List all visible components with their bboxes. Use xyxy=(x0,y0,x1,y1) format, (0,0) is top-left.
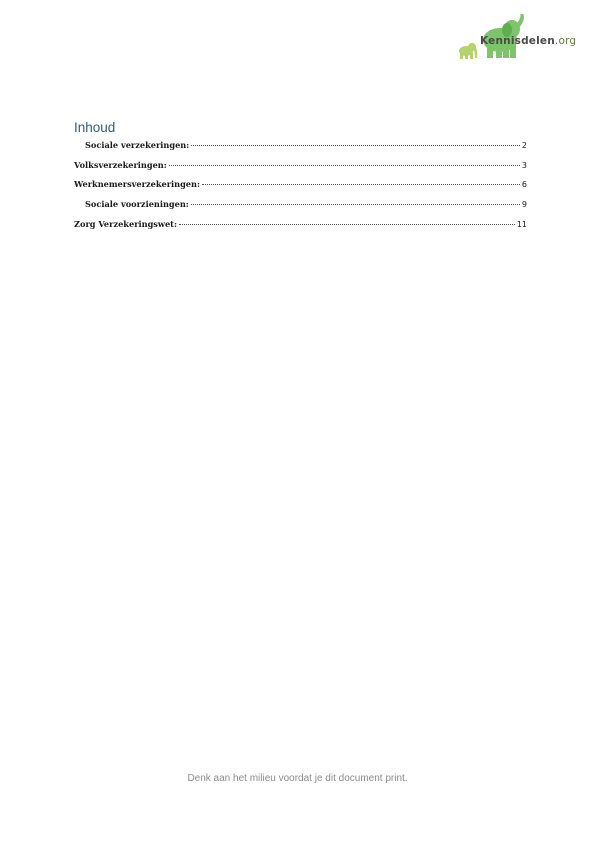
toc-page-number: 11 xyxy=(516,219,527,229)
kennisdelen-logo[interactable] xyxy=(456,14,576,60)
toc-entry-label: Werknemersverzekeringen: xyxy=(74,179,200,190)
toc-entry-sociale-voorzieningen[interactable] xyxy=(74,199,527,219)
toc-page-number: 3 xyxy=(521,160,527,170)
toc-entry-sociale-verzekeringen[interactable] xyxy=(74,140,527,160)
toc-dot-leader xyxy=(191,144,520,146)
logo-text xyxy=(480,35,576,47)
toc-dot-leader xyxy=(202,183,520,185)
toc-dot-leader xyxy=(179,223,515,225)
toc-entry-label: Sociale verzekeringen: xyxy=(85,140,190,150)
logo-tld: .org xyxy=(554,35,577,47)
toc-dot-leader xyxy=(191,203,520,205)
footer-note: Denk aan het milieu voordat je dit document print. xyxy=(187,773,408,784)
toc-entry-werknemersverzekeringen[interactable] xyxy=(74,179,527,199)
table-of-contents xyxy=(74,140,527,238)
toc-page-number: 9 xyxy=(521,200,527,210)
toc-entry-label: Volksverzekeringen: xyxy=(74,159,167,170)
toc-heading: Inhoud xyxy=(74,120,116,135)
toc-entry-label: Zorg Verzekeringswet: xyxy=(74,218,177,229)
toc-entry-label: Sociale voorzieningen: xyxy=(85,199,189,210)
toc-dot-leader xyxy=(169,164,520,166)
toc-page-number: 6 xyxy=(521,180,527,190)
logo-brand: Kennisdelen xyxy=(480,35,555,47)
toc-page-number: 2 xyxy=(521,141,527,150)
toc-entry-zorg-verzekeringswet[interactable] xyxy=(74,219,527,239)
toc-entry-volksverzekeringen[interactable] xyxy=(74,160,527,180)
